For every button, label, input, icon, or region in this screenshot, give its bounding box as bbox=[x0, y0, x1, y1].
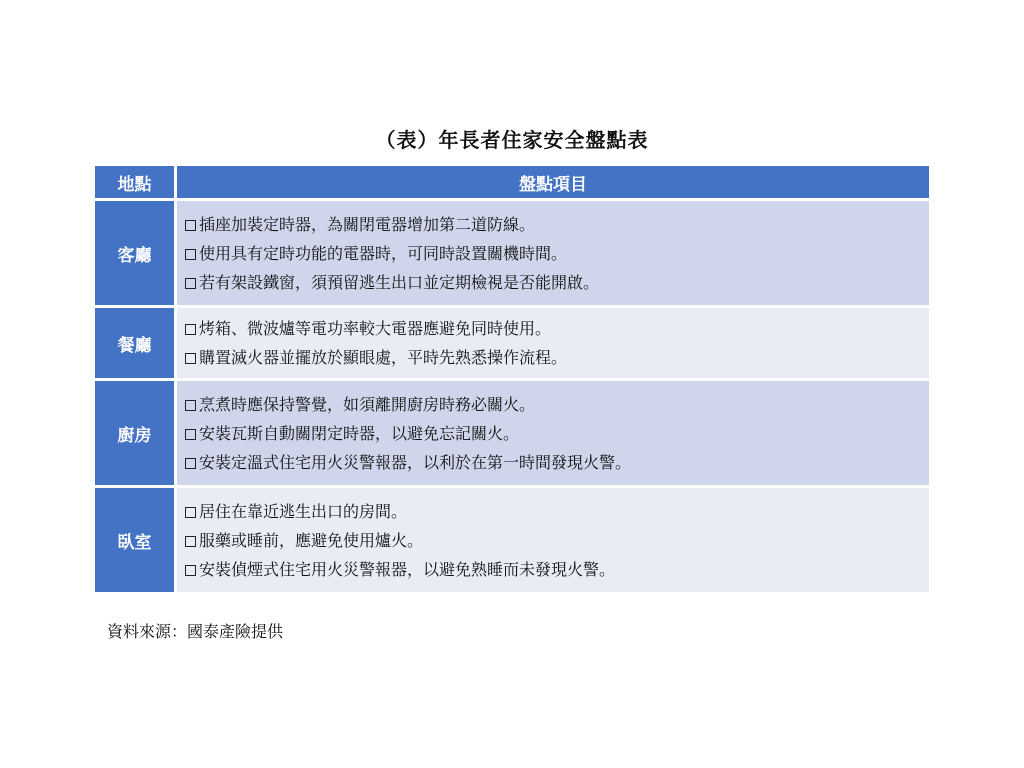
checklist-item bbox=[185, 314, 929, 343]
checklist-item-text: 安裝定溫式住宅用火災警報器，以利於在第一時間發現火警。 bbox=[199, 452, 632, 472]
checklist-item-text: 使用具有定時功能的電器時，可同時設置關機時間。 bbox=[199, 243, 568, 263]
checklist-item-text: 居住在靠近逃生出口的房間。 bbox=[199, 501, 408, 521]
checklist-item-text: 烹煮時應保持警覺，如須離開廚房時務必關火。 bbox=[199, 394, 536, 414]
checkbox-icon bbox=[185, 249, 196, 260]
checkbox-icon bbox=[185, 353, 196, 364]
row-location-kitchen: 廚房 bbox=[95, 381, 177, 488]
row-location-living-room: 客廳 bbox=[95, 201, 177, 308]
checklist-item bbox=[185, 390, 929, 419]
table-row bbox=[95, 381, 929, 488]
checklist-item bbox=[185, 419, 929, 448]
checklist-item bbox=[185, 343, 929, 372]
checklist-item-text: 購置滅火器並擺放於顯眼處，平時先熟悉操作流程。 bbox=[199, 348, 568, 367]
table-row bbox=[95, 308, 929, 381]
source-note: 資料來源：國泰產險提供 bbox=[107, 622, 284, 641]
checklist-item-text: 插座加裝定時器，為關閉電器增加第二道防線。 bbox=[199, 214, 536, 234]
checkbox-icon bbox=[185, 458, 196, 469]
checklist-item bbox=[185, 526, 929, 555]
row-location-dining-room: 餐廳 bbox=[95, 308, 177, 381]
checkbox-icon bbox=[185, 429, 196, 440]
row-items bbox=[177, 308, 929, 381]
table-row bbox=[95, 201, 929, 308]
row-items bbox=[177, 201, 929, 308]
checkbox-icon bbox=[185, 324, 196, 335]
checkbox-icon bbox=[185, 400, 196, 411]
row-items bbox=[177, 381, 929, 488]
checklist-item bbox=[185, 448, 929, 477]
page-title: （表）年長者住家安全盤點表 bbox=[375, 128, 649, 152]
checklist-item-text: 烤箱、微波爐等電功率較大電器應避免同時使用。 bbox=[199, 319, 552, 338]
checklist-item bbox=[185, 497, 929, 526]
checklist-item-text: 服藥或睡前，應避免使用爐火。 bbox=[199, 530, 424, 550]
checklist-item bbox=[185, 239, 929, 268]
table-row bbox=[95, 488, 929, 595]
checklist-item bbox=[185, 555, 929, 584]
checklist-item bbox=[185, 268, 929, 297]
safety-checklist-table bbox=[95, 166, 929, 595]
checkbox-icon bbox=[185, 536, 196, 547]
header-location: 地點 bbox=[95, 166, 177, 201]
checklist-item-text: 若有架設鐵窗，須預留逃生出口並定期檢視是否能開啟。 bbox=[199, 272, 600, 292]
header-items: 盤點項目 bbox=[177, 166, 929, 201]
checkbox-icon bbox=[185, 278, 196, 289]
checkbox-icon bbox=[185, 220, 196, 231]
row-location-bedroom: 臥室 bbox=[95, 488, 177, 595]
table-header-row bbox=[95, 166, 929, 201]
checklist-item bbox=[185, 210, 929, 239]
checklist-item-text: 安裝偵煙式住宅用火災警報器，以避免熟睡而未發現火警。 bbox=[199, 559, 616, 579]
checkbox-icon bbox=[185, 507, 196, 518]
row-items bbox=[177, 488, 929, 595]
checklist-item-text: 安裝瓦斯自動關閉定時器，以避免忘記關火。 bbox=[199, 423, 520, 443]
checkbox-icon bbox=[185, 565, 196, 576]
